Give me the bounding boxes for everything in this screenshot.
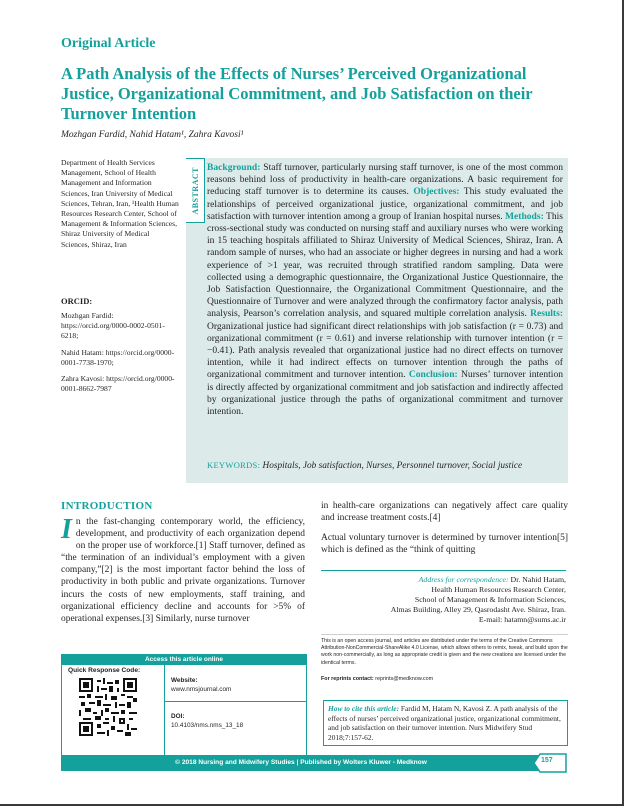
reprints-notice xyxy=(321,676,433,682)
keywords-text: Hospitals, Job satisfaction, Nurses, Personnel turnover, Social justice xyxy=(260,461,523,471)
orcid-entry[interactable]: Nahid Hatam: https://orcid.org/0000-0001-7738-1970; xyxy=(61,347,175,367)
results-label: Results: xyxy=(530,308,563,320)
correspondence-name: Dr. Nahid Hatam, xyxy=(508,575,566,584)
keywords xyxy=(207,460,563,473)
author-list: Mozhgan Fardid, Nahid Hatam¹, Zahra Kavosi¹ xyxy=(61,130,244,140)
methods-label: Methods: xyxy=(505,210,544,222)
footer-bar: © 2018 Nursing and Midwifery Studies | Published by Wolters Kluwer - Medknow xyxy=(61,755,541,771)
page-number-badge xyxy=(533,753,567,773)
website-label: Website: xyxy=(171,677,198,684)
citation-label: How to cite this article: xyxy=(328,704,400,713)
correspondence-email[interactable]: E-mail: hatamn@sums.ac.ir xyxy=(478,615,566,624)
reprints-label: For reprints contact: xyxy=(321,676,374,682)
affiliation-text: Department of Health Services Management, School of Health Management and Information Sciences, Iran University of Medical Sciences, Tehran, Iran, ¹Health Human Resources Research Center, School of Management & Information Sciences, Shiraz University of Medical Sciences, Shiraz, Iran xyxy=(61,158,179,249)
website-link[interactable]: www.nmsjournal.com xyxy=(171,686,232,693)
orcid-entry[interactable]: Mozhgan Fardid: https://orcid.org/0000-0002-0501-6218; xyxy=(61,311,165,341)
background-text: Staff turnover, particularly nursing staff turnover, is one of the most common reasons behind loss of productivity in health-care organizations. A basic requirement for reducing staff turnover is to determine its causes. xyxy=(207,162,563,198)
page-number: 157 xyxy=(541,757,553,764)
doi-link[interactable]: 10.4103/nms.nms_13_18 xyxy=(171,722,244,729)
citation-text: Fardid M, Hatam N, Kavosi Z. A path analysis of the effects of nurses’ perceived organizational justice, organizational commitment, and job satisfaction on their turnover intention. Nurs Midwifery Stud 2018;7:157-62. xyxy=(328,704,561,742)
article-title: A Path Analysis of the Effects of Nurses’ Perceived Organizational Justice, Organizational Commitment, and Job Satisfaction on their Turnover Intention xyxy=(61,64,533,123)
background-label: Background: xyxy=(207,162,261,173)
license-notice: This is an open access journal, and articles are distributed under the terms of the Creative Commons Attribution-NonCommercial-ShareAlike 4.0 License, which allows others to remix, tweak, and build upon the work non-commercially, as long as appropriate credit is given and the new creations are licensed under the identical terms. xyxy=(321,634,568,667)
qr-label: Quick Response Code: xyxy=(68,667,141,674)
divider xyxy=(164,665,165,755)
introduction-paragraph: Actual voluntary turnover is determined by turnover intention[5] which is defined as the “think of quitting xyxy=(321,533,568,556)
keywords-label: KEYWORDS: xyxy=(207,460,261,470)
conclusion-label: Conclusion: xyxy=(408,369,458,381)
qr-code-icon[interactable] xyxy=(79,678,137,736)
introduction-heading: INTRODUCTION xyxy=(61,500,153,512)
reprints-email[interactable]: reprints@medknow.com xyxy=(373,676,434,682)
divider xyxy=(165,701,306,702)
abstract-tab-label: ABSTRACT xyxy=(190,166,200,215)
results-text: Organizational justice had significant direct relationships with job satisfaction (r = 0.73) and organizational commitment (r = 0.61) and inverse relationship with turnover intention (r = −0.41). Path analysis revealed that organizational justice had no direct effects on turnover intention, while it had indirect effects on turnover intention through the paths of organizational commitment and turnover intention. xyxy=(207,320,563,381)
objectives-text: This study evaluated the relationships of perceived organizational justice, organizational commitment, and job satisfaction with turnover intention among a group of Iranian hospital nurses. xyxy=(207,186,563,222)
conclusion-text: Nurses’ turnover intention is directly affected by organizational commitment and job satisfaction and indirectly affected by organizational justice through the paths of organizational commitment and turnover intention. xyxy=(207,369,563,418)
introduction-paragraph: in health-care organizations can negatively affect care quality and increase treatment costs.[4] xyxy=(321,501,568,524)
access-online-box xyxy=(61,654,307,756)
doi-label: DOI: xyxy=(171,713,185,720)
introduction-column-1 xyxy=(61,516,305,625)
orcid-entry[interactable]: Zahra Kavosi: https://orcid.org/0000-0001-8662-7987 xyxy=(61,374,175,394)
correspondence-line: Almas Building, Alley 29, Qasrodasht Ave. Shiraz, Iran. xyxy=(390,605,566,614)
drop-cap: I xyxy=(61,514,72,545)
citation-box xyxy=(323,700,568,746)
objectives-label: Objectives: xyxy=(413,186,460,198)
methods-text: This cross-sectional study was conducted on nursing staff and auxiliary nurses who were working in 15 teaching hospitals affiliated to Shiraz University of Medical Sciences, Shiraz, Iran. A random sample of nurses, who had an associate or higher degrees in nursing and had a work experience of >1 year, was recruited through stratified random sampling. Data were collected using a demographic questionnaire, the Organizational Justice Questionnaire, the Job Satisfaction Questionnaire, the Organizational Commitment Questionnaire, and the Questionnaire of Turnover and were analyzed through the confirmatory factor analysis, path analysis, Pearson’s correlation analysis, and squared multiple correlation analysis. xyxy=(207,210,564,320)
orcid-list xyxy=(61,311,179,400)
correspondence-line: School of Management & Information Sciences, xyxy=(414,595,566,604)
orcid-heading: ORCID: xyxy=(61,296,93,306)
abstract-tab xyxy=(186,158,205,223)
abstract-text xyxy=(207,162,563,418)
correspondence-line: Health Human Resources Research Center, xyxy=(431,585,566,594)
correspondence-label: Address for correspondence: xyxy=(418,575,509,584)
correspondence-block xyxy=(321,570,566,625)
introduction-text: n the fast-changing contemporary world, the efficiency, development, and productivity of each organization depend on the proper use of workforce.[1] Staff turnover, defined as “the termination of an individual’s employment with a given company,”[2] is the most important factor behind the loss of productivity in both public and private organizations. Turnover incurs the costs of new employments, staff training, and organizational efficiency decline and accounts for >5% of operational expenses.[3] Similarly, nurse turnover xyxy=(61,517,305,624)
introduction-column-2 xyxy=(321,500,568,564)
access-heading: Access this article online xyxy=(62,655,306,665)
article-type-label: Original Article xyxy=(61,36,156,51)
